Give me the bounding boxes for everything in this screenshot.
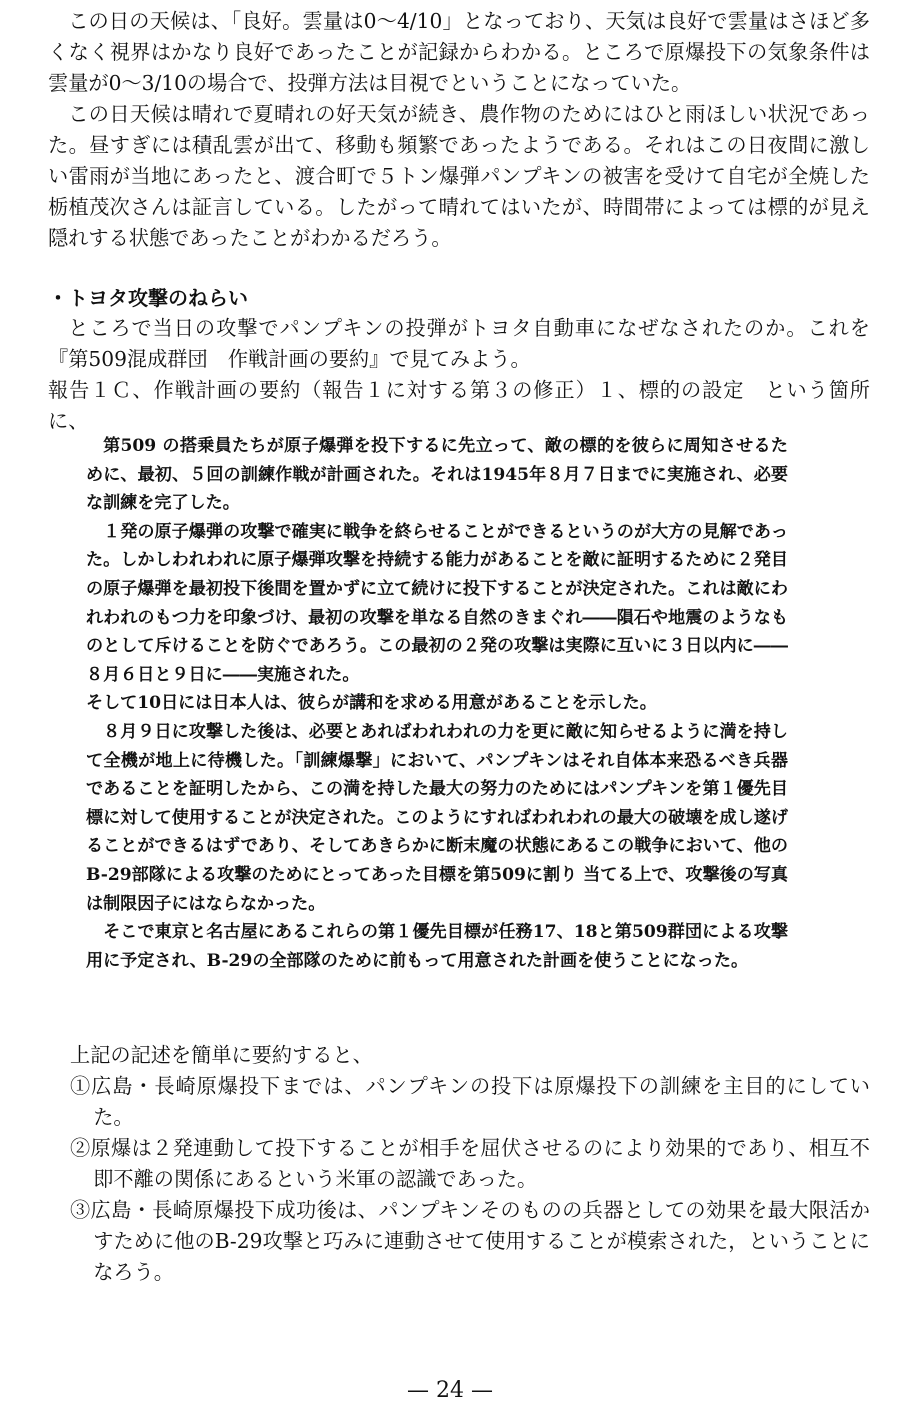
quote-paragraph-1: 第509 の搭乗員たちが原子爆弾を投下するに先立って、敵の標的を彼らに周知させるために、最初、５回の訓練作戦が計画された。それは1945年８月７日までに実施され、必要な訓練を完了した。 (86, 436, 788, 514)
page-number: — 24 — (407, 1378, 493, 1403)
section-paragraph-intro: ところで当日の攻撃でパンプキンの投弾がトヨタ自動車になぜなされたのか。これを『第509混成群団 作戦計画の要約』で見てみよう。 (48, 316, 870, 371)
quote-paragraph-5: そこで東京と名古屋にあるこれらの第１優先目標が任務17、18と第509群団による攻撃用に予定され、B-29の全部隊のために前もって用意された計画を使うことになった。 (86, 922, 788, 971)
summary-item-1: ①広島・長崎原爆投下までは、パンプキンの投下は原爆投下の訓練を主目的にしていた。 (70, 1074, 870, 1129)
summary-section (70, 1040, 870, 1288)
quote-paragraph-3: そして10日には日本人は、彼らが講和を求める用意があることを示した。 (86, 693, 657, 714)
quoted-operation-plan (86, 432, 788, 975)
summary-item-3: ③広島・長崎原爆投下成功後は、パンプキンそのものの兵器としての効果を最大限活かすために他のB-29攻撃と巧みに連動させて使用することが模索された，ということになろう。 (70, 1198, 870, 1284)
section-paragraph-report-reference: 報告１Ｃ、作戦計画の要約（報告１に対する第３の修正）１、標的の設定 という箇所に、 (48, 378, 870, 433)
section-heading: ・トヨタ攻撃のねらい (48, 286, 248, 310)
summary-lead: 上記の記述を簡単に要約すると、 (70, 1043, 373, 1067)
summary-item-2: ②原爆は２発連動して投下することが相手を屈伏させるのにより効果的であり、相互不即不離の関係にあるという米軍の認識であった。 (70, 1136, 870, 1191)
quote-paragraph-2: １発の原子爆弾の攻撃で確実に戦争を終らせることができるというのが大方の見解であった。しかしわれわれに原子爆弾攻撃を持続する能力があることを敵に証明するために２発目の原子爆弾を最初投下後間を置かずに立て続けに投下することが決定された。これは敵にわれわれのもつ力を印象づけ、最初の攻撃を単なる自然のきまぐれ――隕石や地震のようなものとして斥けることを防ぐであろう。この最初の２発の攻撃は実際に互いに３日以内に――８月６日と９日に――実施された。 (86, 521, 788, 685)
intro-paragraph-weather-record: この日の天候は、「良好。雲量は0〜4/10」となっており、天気は良好で雲量はさほど多くなく視界はかなり良好であったことが記録からわかる。ところで原爆投下の気象条件は雲量が0〜3/10の場合で、投弾方法は目視でということになっていた。 (48, 9, 870, 95)
intro-paragraph-weather-conditions: この日天候は晴れで夏晴れの好天気が続き、農作物のためにはひと雨ほしい状況であった。昼すぎには積乱雲が出て、移動も頻繁であったようである。それはこの日夜間に激しい雷雨が当地にあったと、渡合町で５トン爆弾パンプキンの被害を受けて自宅が全焼した栃植茂次さんは証言している。したがって晴れてはいたが、時間帯によっては標的が見え隠れする状態であったことがわかるだろう。 (48, 102, 870, 250)
quote-paragraph-4: ８月９日に攻撃した後は、必要とあればわれわれの力を更に敵に知らせるように満を持して全機が地上に待機した。「訓練爆撃」において、パンプキンはそれ自体本来恐るべき兵器であることを証明したから、この満を持した最大の努力のためにはパンプキンを第１優先目標に対して使用することが決定された。このようにすればわれわれの最大の破壊を成し遂げることができるはずであり、そしてあきらかに断末魔の状態にあるこの戦争において、他のB-29部隊による攻撃のためにとってあった目標を第509に割り 当てる上で、攻撃後の写真は制限因子にはならなかった。 (86, 721, 788, 914)
